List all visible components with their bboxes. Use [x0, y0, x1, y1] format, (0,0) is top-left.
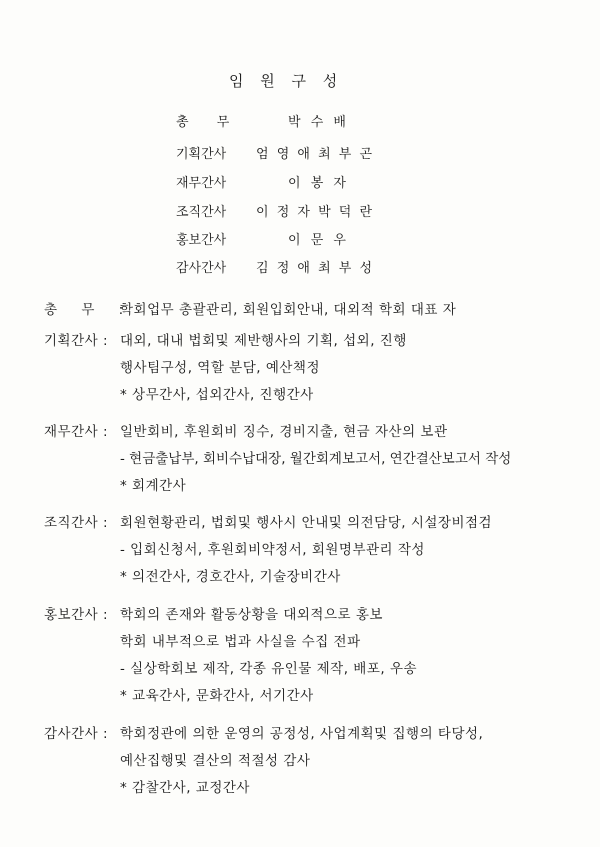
- duty-role: 총 무 :: [44, 302, 134, 318]
- duty-line: 행사팀구성, 역할 분담, 예산책정: [120, 360, 320, 376]
- roster-role: 재무간사: [176, 176, 227, 191]
- duty-role: 홍보간사 :: [44, 607, 109, 623]
- duty-line: 학회정관에 의한 운영의 공정성, 사업계획및 집행의 타당성,: [120, 726, 484, 742]
- duty-role: 감사간사 :: [44, 726, 109, 742]
- duty-line: - 실상학회보 제작, 각종 유인물 제작, 배포, 우송: [120, 661, 418, 677]
- roster-role: 홍보간사: [176, 233, 227, 248]
- roster-role: 감사간사: [176, 261, 227, 276]
- roster-role: 기획간사: [176, 147, 227, 162]
- duty-line: 학회 내부적으로 법과 사실을 수집 전파: [120, 634, 361, 650]
- duty-line: 학회의 존재와 활동상황을 대외적으로 홍보: [120, 607, 383, 623]
- duty-line: * 감찰간사, 교정간사: [120, 780, 250, 796]
- roster-name: 김 정 애 최 부 성: [256, 261, 375, 276]
- duty-line: 회원현황관리, 법회및 행사시 안내및 의전담당, 시설장비점검: [120, 515, 493, 531]
- page-title: 임 원 구 성: [229, 72, 344, 90]
- duty-line: - 현금출납부, 회비수납대장, 월간회계보고서, 연간결산보고서 작성: [120, 451, 512, 467]
- roster-name: 이 정 자 박 덕 란: [256, 205, 375, 220]
- duty-line: * 의전간사, 경호간사, 기술장비간사: [120, 569, 341, 585]
- roster-name: 엄 영 애 최 부 곤: [256, 147, 375, 162]
- roster-role: 조직간사: [176, 205, 227, 220]
- duty-role: 기획간사 :: [44, 333, 109, 349]
- duty-role: 조직간사 :: [44, 515, 109, 531]
- duty-line: 일반회비, 후원회비 징수, 경비지출, 현금 자산의 보관: [120, 424, 448, 440]
- roster-name: 이 문 우: [288, 233, 349, 248]
- duty-line: 대외, 대내 법회및 제반행사의 기획, 섭외, 진행: [120, 333, 407, 349]
- roster-role: 총 무: [176, 115, 242, 130]
- duty-line: 학회업무 총괄관리, 회원입회안내, 대외적 학회 대표 자: [120, 302, 457, 318]
- duty-line: * 교육간사, 문화간사, 서기간사: [120, 688, 314, 704]
- roster-name: 박 수 배: [288, 115, 349, 130]
- duty-line: - 입회신청서, 후원회비약정서, 회원명부관리 작성: [120, 542, 425, 558]
- duty-role: 재무간사 :: [44, 424, 109, 440]
- duty-line: 예산집행및 결산의 적절성 감사: [120, 753, 311, 769]
- duty-line: * 회계간사: [120, 478, 187, 494]
- roster-name: 이 봉 자: [288, 176, 349, 191]
- duty-line: * 상무간사, 섭외간사, 진행간사: [120, 387, 314, 403]
